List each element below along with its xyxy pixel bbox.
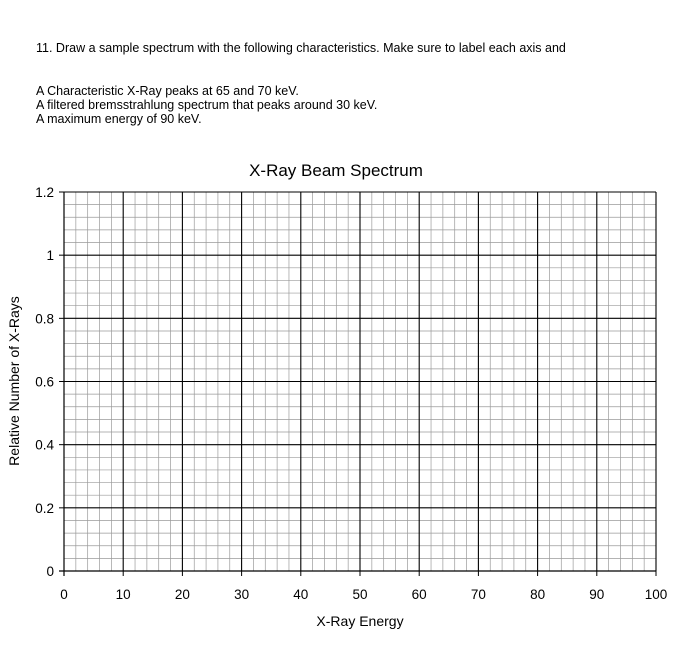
y-tick-labels (35, 185, 54, 579)
characteristic-1: A Characteristic X-Ray peaks at 65 and 70 keV. (36, 84, 299, 98)
x-tick-label: 70 (470, 587, 486, 602)
axes (59, 192, 656, 576)
x-tick-label: 60 (411, 587, 427, 602)
x-tick-label: 40 (293, 587, 309, 602)
y-tick-label: 0.2 (35, 500, 54, 516)
y-tick-label: 0.6 (35, 374, 54, 390)
y-tick-label: 0.8 (35, 311, 54, 327)
y-tick-label: 0 (46, 564, 54, 579)
x-tick-label: 80 (530, 587, 546, 602)
x-tick-label: 90 (589, 587, 605, 602)
x-tick-labels (60, 587, 667, 602)
x-tick-label: 20 (174, 587, 190, 602)
y-tick-label: 0.4 (35, 437, 54, 453)
characteristic-3: A maximum energy of 90 keV. (36, 112, 202, 126)
chart-title: X-Ray Beam Spectrum (249, 161, 423, 180)
x-tick-label: 50 (352, 587, 368, 602)
x-tick-label: 100 (644, 587, 668, 602)
y-axis-label: Relative Number of X-Rays (6, 296, 22, 466)
x-tick-label: 0 (60, 587, 68, 602)
major-grid (64, 192, 656, 571)
y-tick-label: 1 (46, 248, 54, 264)
y-tick-label: 1.2 (35, 185, 54, 200)
x-axis-label: X-Ray Energy (316, 613, 404, 629)
x-tick-label: 30 (234, 587, 250, 602)
question-text: 11. Draw a sample spectrum with the following characteristics. Make sure to label each axis and (36, 41, 566, 55)
x-tick-label: 10 (115, 587, 131, 602)
characteristic-2: A filtered bremsstrahlung spectrum that peaks around 30 keV. (36, 98, 378, 112)
